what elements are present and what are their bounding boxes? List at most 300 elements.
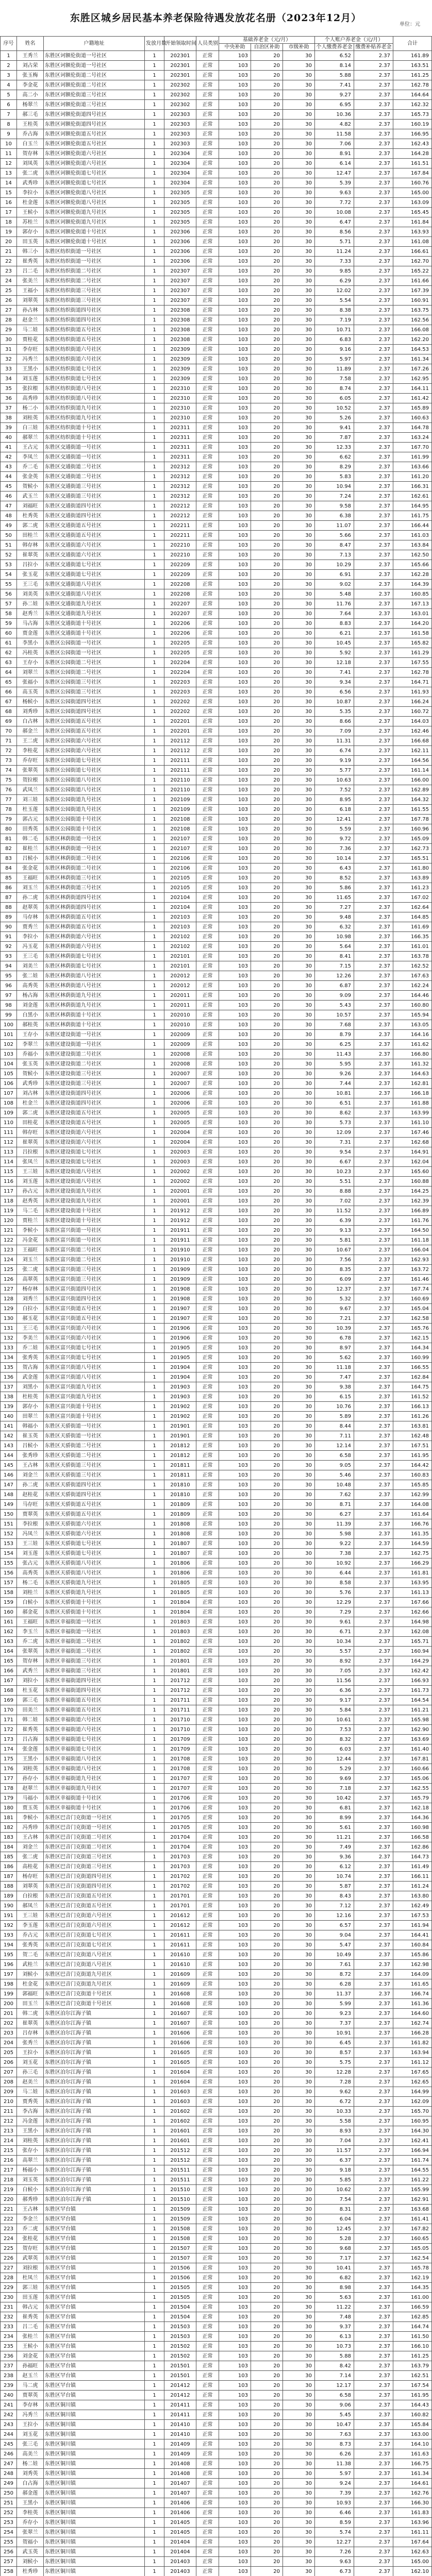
- cell-name: 贺福小: [17, 2537, 44, 2547]
- cell-start: 202107: [164, 834, 196, 844]
- cell-personal: 6.28: [315, 1979, 354, 1989]
- cell-category: 正常: [196, 1089, 219, 1098]
- cell-address: 东胜区公园街道四号社区: [44, 697, 145, 707]
- cell-region: 20: [251, 1989, 283, 1999]
- cell-central: 103: [219, 1216, 251, 1226]
- cell-address: 东胜区罕台镇: [44, 2214, 145, 2224]
- cell-months: 1: [145, 2175, 164, 2185]
- cell-name: 韩存林: [17, 540, 44, 550]
- cell-central: 103: [219, 1392, 251, 1402]
- cell-start: 201801: [164, 1656, 196, 1666]
- cell-total: 161.13: [393, 1588, 432, 1598]
- cell-personal: 10.94: [315, 482, 354, 492]
- cell-category: 正常: [196, 2528, 219, 2537]
- cell-start: 202208: [164, 580, 196, 589]
- cell-subsidy: 2.37: [354, 1882, 393, 1891]
- cell-start: 201601: [164, 2126, 196, 2136]
- cell-personal: 7.38: [315, 1549, 354, 1558]
- cell-personal: 9.48: [315, 912, 354, 922]
- cell-region: 20: [251, 1138, 283, 1147]
- cell-central: 103: [219, 824, 251, 834]
- cell-total: 166.93: [393, 1676, 432, 1686]
- cell-start: 201612: [164, 1921, 196, 1930]
- cell-months: 1: [145, 1461, 164, 1470]
- cell-city: 30: [283, 1089, 315, 1098]
- table-row: [1, 413, 432, 423]
- cell-address: 东胜区天骄街道七号社区: [44, 1539, 145, 1549]
- cell-months: 1: [145, 1950, 164, 1960]
- cell-name: 王福旺: [17, 873, 44, 883]
- cell-start: 201707: [164, 1784, 196, 1793]
- cell-months: 1: [145, 952, 164, 961]
- table-row: [1, 1284, 432, 1294]
- cell-city: 30: [283, 873, 315, 883]
- cell-central: 103: [219, 1568, 251, 1578]
- cell-total: 162.85: [393, 2312, 432, 2322]
- cell-category: 正常: [196, 2557, 219, 2567]
- cell-city: 30: [283, 785, 315, 795]
- cell-central: 103: [219, 1666, 251, 1676]
- cell-total: 164.78: [393, 423, 432, 433]
- cell-region: 20: [251, 1803, 283, 1813]
- cell-category: 正常: [196, 364, 219, 374]
- cell-name: 刘桂英: [17, 413, 44, 423]
- cell-region: 20: [251, 2009, 283, 2019]
- cell-months: 1: [145, 863, 164, 873]
- cell-name: 李翠兰: [17, 1040, 44, 1049]
- cell-personal: 5.45: [315, 2410, 354, 2420]
- cell-total: 161.89: [393, 51, 432, 61]
- cell-central: 103: [219, 1412, 251, 1421]
- cell-region: 20: [251, 227, 283, 237]
- cell-city: 30: [283, 100, 315, 110]
- cell-seq: 187: [1, 1872, 17, 1882]
- cell-address: 东胜区林荫街道四号社区: [44, 903, 145, 912]
- cell-address: 东胜区纺织街道一号社区: [44, 247, 145, 257]
- cell-personal: 10.67: [315, 1245, 354, 1255]
- cell-region: 20: [251, 883, 283, 893]
- cell-seq: 76: [1, 785, 17, 795]
- cell-address: 东胜区铜川镇: [44, 2459, 145, 2469]
- cell-central: 103: [219, 2439, 251, 2449]
- cell-months: 1: [145, 609, 164, 619]
- cell-category: 正常: [196, 1372, 219, 1382]
- cell-region: 20: [251, 1754, 283, 1764]
- cell-category: 正常: [196, 1324, 219, 1333]
- cell-start: 201804: [164, 1598, 196, 1607]
- cell-central: 103: [219, 1490, 251, 1500]
- cell-central: 103: [219, 1098, 251, 1108]
- cell-personal: 9.02: [315, 580, 354, 589]
- cell-address: 东胜区天骄街道六号社区: [44, 1529, 145, 1539]
- cell-subsidy: 2.37: [354, 110, 393, 120]
- cell-seq: 131: [1, 1324, 17, 1333]
- cell-central: 103: [219, 2067, 251, 2077]
- cell-total: 164.61: [393, 2479, 432, 2488]
- cell-seq: 160: [1, 1607, 17, 1617]
- cell-category: 正常: [196, 2009, 219, 2019]
- cell-personal: 10.62: [315, 2185, 354, 2195]
- cell-central: 103: [219, 2224, 251, 2234]
- cell-central: 103: [219, 452, 251, 462]
- cell-city: 30: [283, 2224, 315, 2234]
- cell-city: 30: [283, 315, 315, 325]
- cell-personal: 8.29: [315, 462, 354, 472]
- cell-start: 202001: [164, 1187, 196, 1196]
- cell-months: 1: [145, 1833, 164, 1842]
- cell-personal: 7.61: [315, 1960, 354, 1970]
- cell-central: 103: [219, 2146, 251, 2156]
- cell-address: 东胜区林荫街道十号社区: [44, 1020, 145, 1030]
- cell-central: 103: [219, 2116, 251, 2126]
- cell-seq: 50: [1, 531, 17, 540]
- cell-personal: 9.58: [315, 501, 354, 511]
- cell-personal: 7.41: [315, 668, 354, 677]
- cell-city: 30: [283, 638, 315, 648]
- cell-subsidy: 2.37: [354, 952, 393, 961]
- cell-central: 103: [219, 1510, 251, 1519]
- cell-subsidy: 2.37: [354, 2449, 393, 2459]
- cell-central: 103: [219, 1617, 251, 1627]
- cell-address: 东胜区公园街道四号社区: [44, 707, 145, 717]
- cell-months: 1: [145, 1607, 164, 1617]
- cell-subsidy: 2.37: [354, 2293, 393, 2302]
- cell-region: 20: [251, 80, 283, 90]
- cell-central: 103: [219, 80, 251, 90]
- cell-personal: 7.87: [315, 433, 354, 443]
- cell-total: 161.36: [393, 1999, 432, 2009]
- cell-start: 201806: [164, 1558, 196, 1568]
- cell-central: 103: [219, 1500, 251, 1510]
- cell-months: 1: [145, 511, 164, 521]
- cell-personal: 6.15: [315, 1392, 354, 1402]
- cell-name: 贾翠英: [17, 1510, 44, 1519]
- cell-personal: 6.14: [315, 159, 354, 168]
- cell-subsidy: 2.37: [354, 2361, 393, 2371]
- cell-central: 103: [219, 2195, 251, 2205]
- cell-subsidy: 2.37: [354, 629, 393, 638]
- cell-personal: 7.12: [315, 1901, 354, 1911]
- cell-start: 202106: [164, 854, 196, 863]
- cell-central: 103: [219, 2234, 251, 2244]
- table-row: [1, 1979, 432, 1989]
- cell-name: 王存小: [17, 1030, 44, 1040]
- cell-name: 贾秀兰: [17, 922, 44, 932]
- cell-seq: 175: [1, 1754, 17, 1764]
- cell-seq: 191: [1, 1911, 17, 1921]
- cell-start: 201611: [164, 1940, 196, 1950]
- cell-category: 正常: [196, 2312, 219, 2322]
- table-row: [1, 51, 432, 61]
- cell-central: 103: [219, 2077, 251, 2087]
- table-row: [1, 736, 432, 746]
- cell-name: 刘翠兰: [17, 668, 44, 677]
- cell-category: 正常: [196, 2019, 219, 2028]
- cell-start: 202203: [164, 677, 196, 687]
- table-row: [1, 1891, 432, 1901]
- cell-start: 202305: [164, 217, 196, 227]
- cell-city: 30: [283, 1167, 315, 1177]
- table-row: [1, 2302, 432, 2312]
- cell-category: 正常: [196, 80, 219, 90]
- cell-start: 201708: [164, 1764, 196, 1774]
- cell-personal: 6.83: [315, 335, 354, 345]
- cell-central: 103: [219, 1784, 251, 1793]
- cell-total: 162.48: [393, 1431, 432, 1441]
- cell-region: 20: [251, 854, 283, 863]
- cell-start: 201408: [164, 2459, 196, 2469]
- cell-category: 正常: [196, 687, 219, 697]
- cell-start: 202008: [164, 1049, 196, 1059]
- table-row: [1, 1862, 432, 1872]
- cell-start: 202307: [164, 276, 196, 286]
- cell-region: 20: [251, 2224, 283, 2234]
- cell-name: 白占林: [17, 717, 44, 726]
- cell-subsidy: 2.37: [354, 2077, 393, 2087]
- table-row: [1, 560, 432, 570]
- cell-region: 20: [251, 1979, 283, 1989]
- cell-address: 东胜区建设街道一号社区: [44, 1040, 145, 1049]
- cell-start: 202003: [164, 1147, 196, 1157]
- cell-name: 杨存林: [17, 1284, 44, 1294]
- cell-total: 166.58: [393, 1833, 432, 1842]
- cell-subsidy: 2.37: [354, 805, 393, 815]
- cell-category: 正常: [196, 1040, 219, 1049]
- cell-address: 东胜区天骄街道七号社区: [44, 1549, 145, 1558]
- cell-city: 30: [283, 1040, 315, 1049]
- cell-region: 20: [251, 629, 283, 638]
- cell-central: 103: [219, 1970, 251, 1979]
- cell-central: 103: [219, 1059, 251, 1069]
- cell-seq: 241: [1, 2400, 17, 2410]
- cell-address: 东胜区幸福街道十号社区: [44, 1793, 145, 1803]
- table-row: [1, 668, 432, 677]
- cell-seq: 93: [1, 952, 17, 961]
- cell-central: 103: [219, 1911, 251, 1921]
- cell-total: 163.96: [393, 2518, 432, 2528]
- cell-personal: 10.81: [315, 1089, 354, 1098]
- cell-category: 正常: [196, 1001, 219, 1010]
- cell-start: 202301: [164, 71, 196, 80]
- cell-start: 201406: [164, 2508, 196, 2518]
- cell-personal: 8.62: [315, 1108, 354, 1118]
- cell-seq: 61: [1, 638, 17, 648]
- cell-address: 东胜区富兴街道九号社区: [44, 1382, 145, 1392]
- cell-name: 高翠兰: [17, 2156, 44, 2165]
- cell-city: 30: [283, 443, 315, 452]
- cell-name: 赵玉兰: [17, 2371, 44, 2381]
- cell-city: 30: [283, 521, 315, 531]
- cell-start: 201803: [164, 1627, 196, 1637]
- cell-city: 30: [283, 149, 315, 159]
- cell-months: 1: [145, 2195, 164, 2205]
- cell-total: 167.26: [393, 364, 432, 374]
- table-row: [1, 609, 432, 619]
- cell-address: 东胜区幸福街道七号社区: [44, 1744, 145, 1754]
- cell-seq: 48: [1, 511, 17, 521]
- cell-seq: 240: [1, 2391, 17, 2400]
- cell-category: 正常: [196, 1441, 219, 1451]
- cell-region: 20: [251, 149, 283, 159]
- cell-name: 刘玉莲: [17, 374, 44, 384]
- cell-category: 正常: [196, 1470, 219, 1480]
- cell-city: 30: [283, 1079, 315, 1089]
- cell-city: 30: [283, 2214, 315, 2224]
- cell-start: 202311: [164, 443, 196, 452]
- cell-total: 161.73: [393, 1686, 432, 1696]
- cell-seq: 168: [1, 1686, 17, 1696]
- cell-category: 正常: [196, 501, 219, 511]
- cell-start: 202109: [164, 805, 196, 815]
- cell-region: 20: [251, 1412, 283, 1421]
- cell-months: 1: [145, 482, 164, 492]
- cell-total: 166.61: [393, 247, 432, 257]
- cell-address: 东胜区泊尔江海子镇: [44, 2136, 145, 2146]
- table-row: [1, 2214, 432, 2224]
- cell-months: 1: [145, 472, 164, 482]
- cell-personal: 10.87: [315, 697, 354, 707]
- table-row: [1, 1480, 432, 1490]
- table-row: [1, 805, 432, 815]
- cell-name: 赵金兰: [17, 315, 44, 325]
- cell-seq: 166: [1, 1666, 17, 1676]
- cell-city: 30: [283, 217, 315, 227]
- cell-central: 103: [219, 237, 251, 247]
- table-row: [1, 1098, 432, 1108]
- cell-months: 1: [145, 2528, 164, 2537]
- cell-central: 103: [219, 1177, 251, 1187]
- cell-central: 103: [219, 2244, 251, 2253]
- cell-region: 20: [251, 619, 283, 629]
- cell-personal: 5.59: [315, 824, 354, 834]
- cell-address: 东胜区罕台镇: [44, 2205, 145, 2214]
- cell-category: 正常: [196, 1901, 219, 1911]
- cell-start: 202308: [164, 325, 196, 335]
- cell-address: 东胜区天骄街道四号社区: [44, 1480, 145, 1490]
- cell-region: 20: [251, 756, 283, 766]
- cell-region: 20: [251, 2371, 283, 2381]
- cell-central: 103: [219, 1147, 251, 1157]
- cell-city: 30: [283, 2528, 315, 2537]
- cell-region: 20: [251, 2156, 283, 2165]
- cell-address: 东胜区铜川镇: [44, 2557, 145, 2567]
- cell-city: 30: [283, 2283, 315, 2293]
- cell-start: 201508: [164, 2234, 196, 2244]
- cell-region: 20: [251, 208, 283, 217]
- cell-central: 103: [219, 413, 251, 423]
- cell-city: 30: [283, 1451, 315, 1461]
- cell-region: 20: [251, 198, 283, 208]
- cell-central: 103: [219, 903, 251, 912]
- cell-central: 103: [219, 1637, 251, 1647]
- cell-central: 103: [219, 335, 251, 345]
- cell-seq: 249: [1, 2479, 17, 2488]
- cell-central: 103: [219, 1803, 251, 1813]
- cell-start: 202207: [164, 599, 196, 609]
- cell-name: 李金兰: [17, 2214, 44, 2224]
- cell-city: 30: [283, 550, 315, 560]
- cell-seq: 91: [1, 932, 17, 942]
- table-row: [1, 2087, 432, 2097]
- cell-subsidy: 2.37: [354, 1578, 393, 1588]
- cell-category: 正常: [196, 511, 219, 521]
- cell-address: 东胜区诃额伦街道八号社区: [44, 188, 145, 198]
- cell-central: 103: [219, 1324, 251, 1333]
- cell-address: 东胜区富兴街道四号社区: [44, 1294, 145, 1304]
- cell-months: 1: [145, 1206, 164, 1216]
- cell-seq: 47: [1, 501, 17, 511]
- cell-seq: 110: [1, 1118, 17, 1128]
- cell-seq: 201: [1, 2009, 17, 2019]
- cell-category: 正常: [196, 452, 219, 462]
- cell-city: 30: [283, 2263, 315, 2273]
- cell-name: 李美兰: [17, 1333, 44, 1343]
- cell-total: 163.66: [393, 462, 432, 472]
- cell-total: 166.74: [393, 1989, 432, 1999]
- cell-category: 正常: [196, 873, 219, 883]
- cell-category: 正常: [196, 1715, 219, 1725]
- cell-city: 30: [283, 1284, 315, 1294]
- table-row: [1, 2126, 432, 2136]
- cell-personal: 9.36: [315, 1852, 354, 1862]
- cell-personal: 6.21: [315, 629, 354, 638]
- cell-name: 武桂兰: [17, 1960, 44, 1970]
- cell-seq: 90: [1, 922, 17, 932]
- cell-central: 103: [219, 2028, 251, 2038]
- table-row: [1, 315, 432, 325]
- cell-region: 20: [251, 2067, 283, 2077]
- cell-months: 1: [145, 1872, 164, 1882]
- cell-months: 1: [145, 2019, 164, 2028]
- cell-region: 20: [251, 1353, 283, 1363]
- cell-address: 东胜区纺织街道四号社区: [44, 306, 145, 315]
- cell-personal: 6.74: [315, 746, 354, 756]
- cell-city: 30: [283, 1901, 315, 1911]
- cell-city: 30: [283, 1010, 315, 1020]
- cell-subsidy: 2.37: [354, 1862, 393, 1872]
- cell-personal: 12.28: [315, 2067, 354, 2077]
- cell-category: 正常: [196, 2048, 219, 2058]
- cell-name: 王黑小: [17, 364, 44, 374]
- cell-seq: 15: [1, 188, 17, 198]
- cell-months: 1: [145, 1803, 164, 1813]
- cell-name: 刘三娃: [17, 795, 44, 805]
- cell-subsidy: 2.37: [354, 1490, 393, 1500]
- cell-seq: 81: [1, 834, 17, 844]
- cell-personal: 11.39: [315, 1519, 354, 1529]
- cell-address: 东胜区泊尔江海子镇: [44, 2067, 145, 2077]
- cell-name: 张二虎: [17, 1265, 44, 1275]
- cell-subsidy: 2.37: [354, 531, 393, 540]
- cell-months: 1: [145, 1265, 164, 1275]
- cell-name: 张桂花: [17, 2234, 44, 2244]
- table-row: [1, 1774, 432, 1784]
- cell-start: 201405: [164, 2528, 196, 2537]
- cell-personal: 10.61: [315, 1715, 354, 1725]
- cell-name: 乔二毛: [17, 462, 44, 472]
- cell-region: 20: [251, 1010, 283, 1020]
- cell-category: 正常: [196, 2058, 219, 2067]
- cell-category: 正常: [196, 707, 219, 717]
- cell-central: 103: [219, 2469, 251, 2479]
- cell-subsidy: 2.37: [354, 462, 393, 472]
- cell-total: 161.10: [393, 1118, 432, 1128]
- cell-category: 正常: [196, 433, 219, 443]
- cell-region: 20: [251, 1656, 283, 1666]
- cell-city: 30: [283, 854, 315, 863]
- cell-months: 1: [145, 2116, 164, 2126]
- cell-address: 东胜区纺织街道八号社区: [44, 384, 145, 394]
